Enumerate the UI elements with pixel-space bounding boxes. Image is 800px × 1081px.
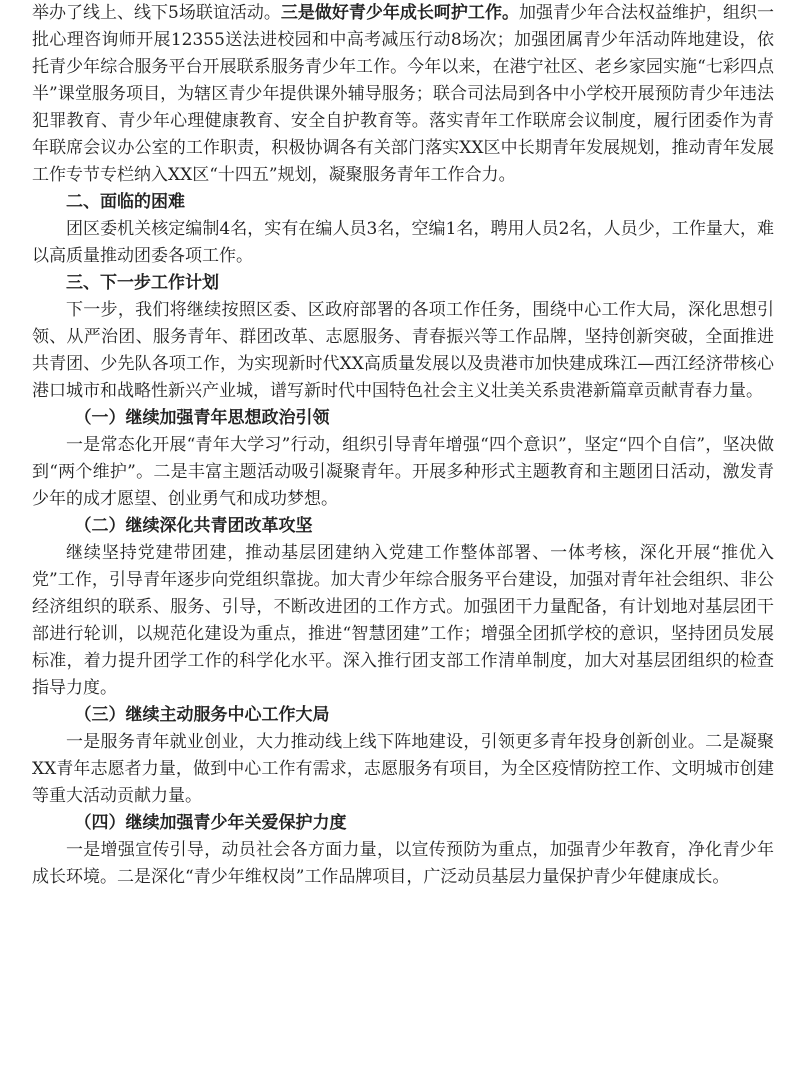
paragraph-difficulties: 团区委机关核定编制4名，实有在编人员3名，空编1名，聘用人员2名，人员少，工作量大，难以高质量推动团委各项工作。 <box>32 219 774 266</box>
subheading-reform: （二）继续深化共青团改革攻坚 <box>74 516 313 536</box>
document-body <box>32 0 774 891</box>
bold-phrase: 三是做好青少年成长呵护工作。 <box>280 3 519 23</box>
paragraph-text: 加强青少年合法权益维护，组织一批心理咨询师开展12355送法进校园和中高考减压行动8场次；加强团属青少年活动阵地建设，依托青少年综合服务平台开展联系服务青少年工作。今年以来，在港宁社区、老乡家园实施“七彩四点半”课堂服务项目，为辖区青少年提供课外辅导服务；联合司法局到各中小学校开展预防青少年违法犯罪教育、青少年心理健康教育、安全自护教育等。落实青年工作联席会议制度，履行团委作为青年联席会议办公室的工作职责，积极协调各有关部门落实XX区中长期青年发展规划，推动青年发展工作专节专栏纳入XX区“十四五”规划，凝聚服务青年工作合力。 <box>32 3 775 185</box>
paragraph-text: 举办了线上、线下5场联谊活动。 <box>32 3 281 23</box>
subheading-ideology: （一）继续加强青年思想政治引领 <box>74 408 330 428</box>
subheading-service: （三）继续主动服务中心工作大局 <box>74 705 330 725</box>
paragraph-next-steps: 下一步，我们将继续按照区委、区政府部署的各项工作任务，围绕中心工作大局，深化思想引领、从严治团、服务青年、群团改革、志愿服务、青春振兴等工作品牌，坚持创新突破，全面推进共青团、少先队各项工作，为实现新时代XX高质量发展以及贵港市加快建成珠江—西江经济带核心港口城市和战略性新兴产业城，谱写新时代中国特色社会主义壮美关系贵港新篇章贡献青春力量。 <box>32 300 774 401</box>
paragraph-reform: 继续坚持党建带团建，推动基层团建纳入党建工作整体部署、一体考核，深化开展“推优入党”工作，引导青年逐步向党组织靠拢。加大青少年综合服务平台建设，加强对青年社会组织、非公经济组织的联系、服务、引导，不断改进团的工作方式。加强团干力量配备，有计划地对基层团干部进行轮训，以规范化建设为重点，推进“智慧团建”工作；增强全团抓学校的意识，坚持团员发展标准，着力提升团学工作的科学化水平。深入推行团支部工作清单制度，加大对基层团组织的检查指导力度。 <box>32 543 774 698</box>
subheading-protection: （四）继续加强青少年关爱保护力度 <box>74 813 347 833</box>
paragraph-ideology: 一是常态化开展“青年大学习”行动，组织引导青年增强“四个意识”，坚定“四个自信”，坚决做到“两个维护”。二是丰富主题活动吸引凝聚青年。开展多种形式主题教育和主题团日活动，激发青少年的成才愿望、创业勇气和成功梦想。 <box>32 435 774 509</box>
section-heading-next-steps: 三、下一步工作计划 <box>66 273 219 293</box>
paragraph-protection: 一是增强宣传引导，动员社会各方面力量，以宣传预防为重点，加强青少年教育，净化青少年成长环境。二是深化“青少年维权岗”工作品牌项目，广泛动员基层力量保护青少年健康成长。 <box>32 840 774 887</box>
paragraph-service: 一是服务青年就业创业，大力推动线上线下阵地建设，引领更多青年投身创新创业。二是凝聚XX青年志愿者力量，做到中心工作有需求，志愿服务有项目，为全区疫情防控工作、文明城市创建等重大活动贡献力量。 <box>32 732 774 806</box>
paragraph-youth-care <box>32 0 774 189</box>
section-heading-difficulties: 二、面临的困难 <box>66 192 185 212</box>
